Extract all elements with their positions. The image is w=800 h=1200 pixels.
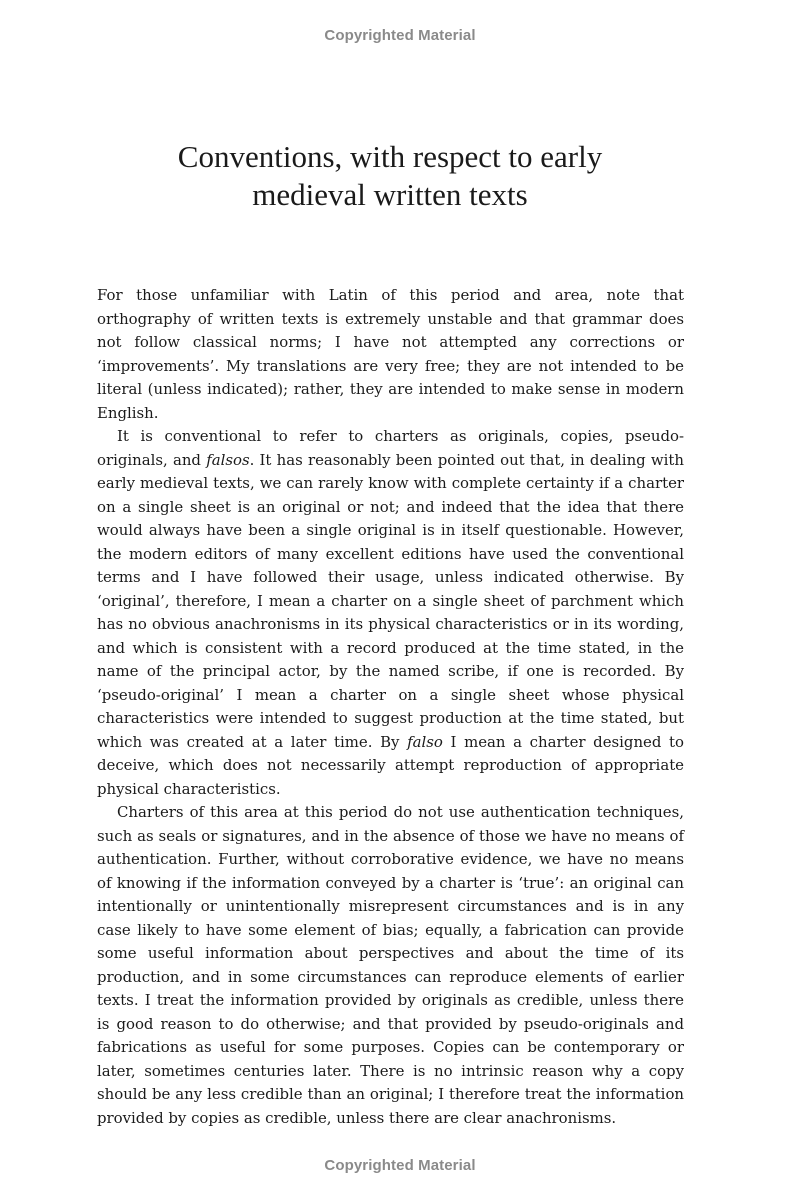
chapter-title bbox=[100, 138, 680, 214]
copyright-watermark-top: Copyrighted Material bbox=[324, 27, 476, 44]
italic-term-falsos: falsos bbox=[206, 450, 250, 469]
body-text bbox=[97, 284, 684, 1130]
paragraph-2-part-b: . It has reasonably been pointed out that, in dealing with early medieval texts, we can rarely know with complete certainty if a charter on a single sheet is an original or not; and indeed that the idea that there would always have been a single original is in itself questionable. However, the modern editors of many excellent editions have used the conventional terms and I have followed their usage, unless indicated otherwise. By ‘original’, therefore, I mean a charter on a single sheet of parchment which has no obvious anachronisms in its physical characteristics or in its wording, and which is consistent with a record produced at the time stated, in the name of the principal actor, by the named scribe, if one is recorded. By ‘pseudo-original’ I mean a charter on a single sheet whose physical characteristics were intended to suggest production at the time stated, but which was created at a later time. By bbox=[97, 450, 684, 751]
paragraph-2 bbox=[97, 425, 684, 801]
copyright-watermark-bottom: Copyrighted Material bbox=[324, 1157, 476, 1174]
chapter-title-line-2: medieval written texts bbox=[252, 177, 528, 212]
paragraph-1: For those unfamiliar with Latin of this period and area, note that orthography of written texts is extremely unstable and that grammar does not follow classical norms; I have not attempted any corrections or ‘improvements’. My translations are very free; they are not intended to be literal (unless indicated); rather, they are intended to make sense in modern English. bbox=[97, 286, 684, 422]
paragraph-2-part-c: I mean a charter designed to deceive, which does not necessarily attempt reproduction of appropriate physical characteristics. bbox=[97, 732, 684, 798]
chapter-title-line-1: Conventions, with respect to early bbox=[177, 139, 603, 174]
italic-term-falso: falso bbox=[407, 732, 443, 751]
paragraph-3: Charters of this area at this period do not use authentication techniques, such as seals or signatures, and in the absence of those we have no means of authentication. Further, without corroborative evidence, we have no means of knowing if the information conveyed by a charter is ‘true’: an original can intentionally or unintentionally misrepresent circumstances and is in any case likely to have some element of bias; equally, a fabrication can provide some useful information about perspectives and about the time of its production, and in some circumstances can reproduce elements of earlier texts. I treat the information provided by originals as credible, unless there is good reason to do otherwise; and that provided by pseudo-originals and fabrications as useful for some purposes. Copies can be contemporary or later, sometimes centuries later. There is no intrinsic reason why a copy should be any less credible than an original; I therefore treat the information provided by copies as credible, unless there are clear anachronisms. bbox=[97, 803, 684, 1127]
paragraph-2-part-a: It is conventional to refer to charters as originals, copies, pseudo-originals, and bbox=[97, 427, 684, 469]
